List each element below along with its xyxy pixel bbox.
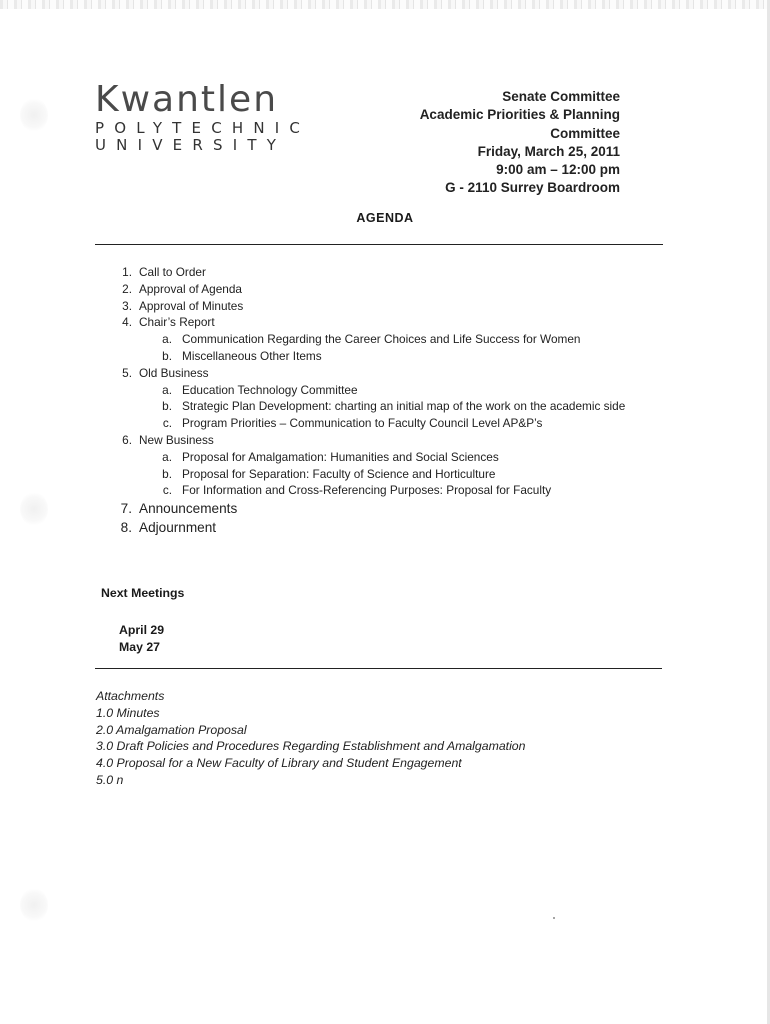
agenda-title-text: AGENDA bbox=[356, 211, 414, 225]
meeting-date: May 27 bbox=[119, 640, 161, 654]
item-text: Call to Order bbox=[139, 265, 206, 279]
attachment-item: 1.0 Minutes bbox=[96, 705, 160, 720]
subitem-letter: c. bbox=[162, 416, 172, 431]
attachment-item: 4.0 Proposal for a New Faculty of Library and Student Engagement bbox=[96, 756, 462, 771]
item-text: New Business bbox=[139, 432, 214, 447]
meeting-header bbox=[420, 88, 620, 198]
subitem-text: For Information and Cross-Referencing Purposes: Proposal for Faculty bbox=[182, 483, 552, 498]
item-text: Adjournment bbox=[139, 520, 217, 536]
item-number: 3. bbox=[122, 298, 132, 313]
subitem-letter: a. bbox=[162, 332, 172, 347]
subitem-text: Communication Regarding the Career Choices and Life Success for Women bbox=[182, 332, 581, 347]
item-number: 8. bbox=[120, 520, 132, 536]
header-line: Academic Priorities & Planning bbox=[419, 107, 620, 123]
item-text: Chair’s Report bbox=[139, 315, 215, 330]
item-number: 6. bbox=[122, 432, 132, 447]
logo-line-1: POLYTECHNIC bbox=[95, 119, 311, 137]
subitem-text: Education Technology Committee bbox=[182, 382, 358, 397]
scan-edge-top bbox=[0, 0, 770, 9]
item-number: 7. bbox=[120, 501, 132, 517]
punch-hole-mark bbox=[20, 492, 48, 526]
scan-speck bbox=[553, 917, 555, 919]
subitem-text: Proposal for Amalgamation: Humanities and Social Sciences bbox=[182, 449, 499, 464]
item-number: 1. bbox=[122, 265, 132, 279]
attachment-item: 2.0 Amalgamation Proposal bbox=[96, 722, 247, 737]
attachment-item: 5.0 n bbox=[96, 772, 124, 787]
subitem-letter: a. bbox=[162, 382, 172, 397]
subitem-letter: b. bbox=[162, 466, 172, 481]
punch-hole-mark bbox=[20, 98, 48, 132]
logo-wordmark: Kwantlen bbox=[95, 79, 279, 120]
item-text: Announcements bbox=[139, 501, 238, 517]
header-line: G - 2110 Surrey Boardroom bbox=[445, 180, 620, 196]
header-line: Senate Committee bbox=[502, 89, 620, 104]
divider bbox=[95, 244, 663, 245]
meeting-date: April 29 bbox=[119, 623, 165, 637]
next-meetings-dates bbox=[119, 622, 164, 656]
subitem-text: Strategic Plan Development: charting an initial map of the work on the academic side bbox=[182, 399, 626, 414]
subitem-letter: c. bbox=[162, 483, 172, 498]
item-number: 4. bbox=[122, 315, 132, 330]
subitem-letter: b. bbox=[162, 348, 172, 363]
item-text: Approval of Agenda bbox=[139, 281, 242, 296]
header-line: 9:00 am – 12:00 pm bbox=[496, 162, 620, 178]
logo-line-2: UNIVERSITY bbox=[95, 136, 287, 154]
item-text: Approval of Minutes bbox=[139, 298, 244, 313]
attachments-heading: Attachments bbox=[96, 689, 165, 703]
punch-hole-mark bbox=[20, 888, 48, 922]
subitem-text: Miscellaneous Other Items bbox=[182, 348, 322, 363]
header-line: Committee bbox=[550, 125, 620, 141]
next-meetings-heading: Next Meetings bbox=[101, 586, 185, 600]
subitem-text: Proposal for Separation: Faculty of Science and Horticulture bbox=[182, 466, 496, 481]
divider bbox=[95, 668, 662, 669]
header-line: Friday, March 25, 2011 bbox=[477, 143, 620, 159]
university-logo bbox=[95, 80, 310, 154]
attachment-item: 3.0 Draft Policies and Procedures Regarding Establishment and Amalgamation bbox=[96, 739, 526, 754]
subitem-letter: a. bbox=[162, 449, 172, 464]
agenda-title bbox=[0, 211, 770, 225]
subitem-text: Program Priorities – Communication to Faculty Council Level AP&P’s bbox=[182, 416, 543, 431]
item-text: Old Business bbox=[139, 365, 209, 380]
item-number: 2. bbox=[122, 281, 132, 296]
attachments-list bbox=[96, 688, 525, 789]
subitem-letter: b. bbox=[162, 399, 172, 414]
item-number: 5. bbox=[122, 365, 132, 380]
